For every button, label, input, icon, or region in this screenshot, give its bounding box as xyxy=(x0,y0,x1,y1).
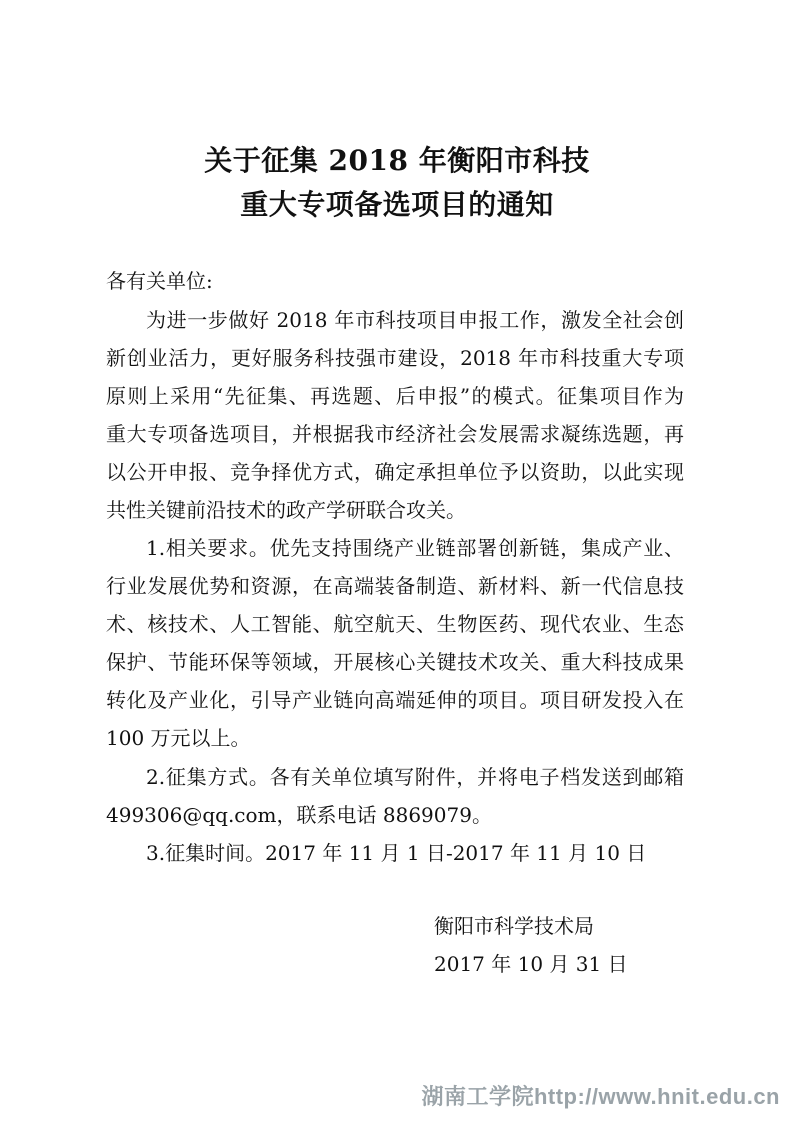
document-title-line1: 关于征集 2018 年衡阳市科技 xyxy=(204,144,590,177)
paragraph-line: 原则上采用“先征集、再选题、后申报”的模式。征集项目作为 xyxy=(106,384,684,408)
paragraph-line: 新创业活力，更好服务科技强市建设，2018 年市科技重大专项 xyxy=(106,346,684,370)
paragraph-line: 转化及产业化，引导产业链向高端延伸的项目。项目研发投入在 xyxy=(106,688,684,712)
paragraph-line: 100 万元以上。 xyxy=(106,726,251,750)
paragraph-line: 以公开申报、竞争择优方式，确定承担单位予以资助，以此实现 xyxy=(106,460,684,484)
paragraph-line: 499306@qq.com，联系电话 8869079。 xyxy=(106,803,492,827)
paragraph-line: 3.征集时间。2017 年 11 月 1 日-2017 年 11 月 10 日 xyxy=(146,841,647,865)
website-watermark: 湖南工学院http://www.hnit.edu.cn xyxy=(421,1084,780,1109)
paragraph-line: 行业发展优势和资源，在高端装备制造、新材料、新一代信息技 xyxy=(106,574,684,598)
paragraph-line: 保护、节能环保等领域，开展核心关键技术攻关、重大科技成果 xyxy=(106,650,684,674)
salutation: 各有关单位: xyxy=(106,269,213,293)
paragraph-line: 重大专项备选项目，并根据我市经济社会发展需求凝练选题，再 xyxy=(106,422,684,446)
paragraph-line: 2.征集方式。各有关单位填写附件，并将电子档发送到邮箱 xyxy=(146,765,684,789)
paragraph-line: 共性关键前沿技术的政产学研联合攻关。 xyxy=(106,498,466,522)
signature-date: 2017 年 10 月 31 日 xyxy=(434,952,628,976)
signature-organization: 衡阳市科学技术局 xyxy=(434,914,594,938)
paragraph-line: 1.相关要求。优先支持围绕产业链部署创新链，集成产业、 xyxy=(146,536,684,560)
paragraph-line: 术、核技术、人工智能、航空航天、生物医药、现代农业、生态 xyxy=(106,612,684,636)
document-title-line2: 重大专项备选项目的通知 xyxy=(240,188,554,221)
paragraph-line: 为进一步做好 2018 年市科技项目申报工作，激发全社会创 xyxy=(146,308,684,332)
